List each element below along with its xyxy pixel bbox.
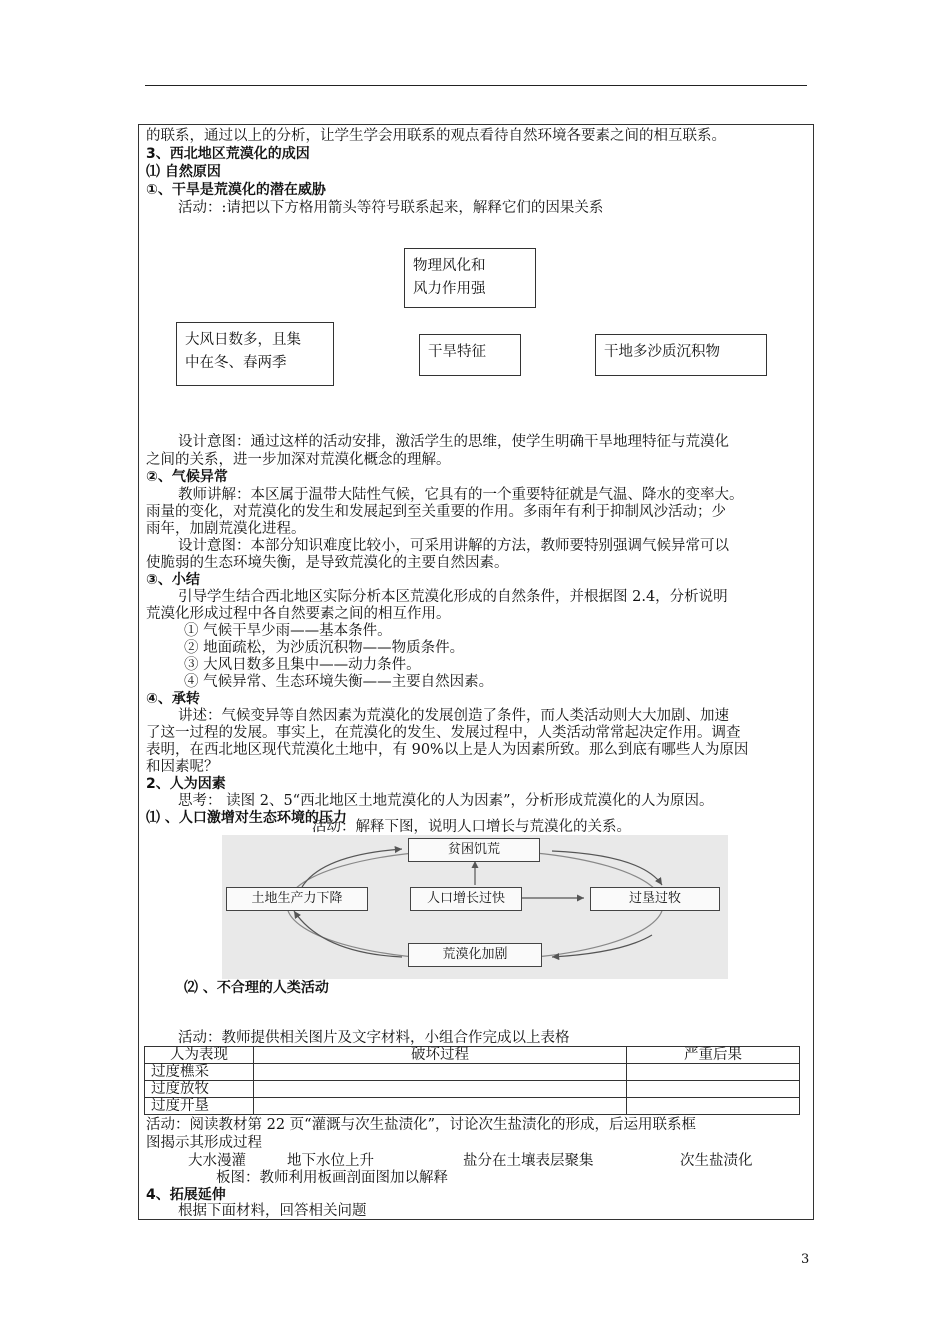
list-item: ① 气候干旱少雨——基本条件。 bbox=[184, 623, 392, 639]
list-item: ② 地面疏松，为沙质沉积物——物质条件。 bbox=[184, 640, 465, 656]
header-rule bbox=[145, 85, 807, 86]
page-number: 3 bbox=[801, 1252, 810, 1267]
table-cell[interactable] bbox=[627, 1098, 800, 1115]
text-line: 设计意图：本部分知识难度比较小，可采用讲解的方法，教师要特别强调气候异常可以 bbox=[178, 538, 729, 554]
text-line: 思考： 读图 2、5“西北地区土地荒漠化的人为因素”，分析形成荒漠化的人为原因。 bbox=[178, 793, 714, 809]
table-header: 人为表现 bbox=[145, 1047, 254, 1064]
text-line: 设计意图：通过这样的活动安排，激活学生的思维，使学生明确干旱地理特征与荒漠化 bbox=[178, 434, 729, 450]
text-line: 图揭示其形成过程 bbox=[146, 1135, 262, 1151]
text-line: 雨量的变化，对荒漠化的发生和发展起到至关重要的作用。多雨年有利于抑制风沙活动；少 bbox=[146, 504, 726, 520]
concept-box: 大风日数多，且集 中在冬、春两季 bbox=[176, 322, 334, 386]
table-cell[interactable] bbox=[627, 1064, 800, 1081]
table-header-row bbox=[145, 1047, 800, 1064]
table-header: 破坏过程 bbox=[254, 1047, 627, 1064]
text-line: 引导学生结合西北地区实际分析本区荒漠化形成的自然条件，并根据图 2.4，分析说明 bbox=[178, 589, 728, 605]
text-line: 荒漠化形成过程中各自然要素之间的相互作用。 bbox=[146, 606, 451, 622]
subsection-heading: ⑵ 、不合理的人类活动 bbox=[184, 980, 329, 996]
list-item: ③ 大风日数多且集中——动力条件。 bbox=[184, 657, 421, 673]
table-cell: 过度樵采 bbox=[145, 1064, 254, 1081]
process-step: 次生盐渍化 bbox=[680, 1153, 753, 1169]
table-cell: 过度放牧 bbox=[145, 1081, 254, 1098]
cycle-node-right: 过垦过牧 bbox=[590, 887, 720, 911]
concept-box: 干旱特征 bbox=[419, 334, 521, 376]
table-header: 严重后果 bbox=[627, 1047, 800, 1064]
subsection-heading: ③、小结 bbox=[146, 572, 200, 588]
text-line: 了这一过程的发展。事实上，在荒漠化的发生、发展过程中，人类活动常常起决定作用。调查 bbox=[146, 725, 741, 741]
cycle-diagram bbox=[222, 835, 728, 979]
text-line: 教师讲解：本区属于温带大陆性气候，它具有的一个重要特征就是气温、降水的变率大。 bbox=[178, 487, 744, 503]
table-row bbox=[145, 1081, 800, 1098]
table-cell[interactable] bbox=[627, 1081, 800, 1098]
process-step: 大水漫灌 bbox=[188, 1153, 246, 1169]
text-line: 讲述：气候变异等自然因素为荒漠化的发展创造了条件，而人类活动则大大加剧、加速 bbox=[178, 708, 729, 724]
table-cell[interactable] bbox=[254, 1064, 627, 1081]
cycle-node-center: 人口增长过快 bbox=[410, 887, 522, 911]
cycle-node-top: 贫困饥荒 bbox=[408, 838, 540, 862]
text-line: 根据下面材料，回答相关问题 bbox=[178, 1203, 367, 1219]
subsection-heading: ⑴ 自然原因 bbox=[146, 164, 221, 180]
concept-box: 物理风化和 风力作用强 bbox=[404, 248, 536, 308]
activity-text: 活动：教师提供相关图片及文字材料，小组合作完成以上表格 bbox=[178, 1030, 570, 1046]
table-cell[interactable] bbox=[254, 1098, 627, 1115]
activity-text: 活动：解释下图，说明人口增长与荒漠化的关系。 bbox=[312, 819, 631, 835]
text-line: 使脆弱的生态环境失衡，是导致荒漠化的主要自然因素。 bbox=[146, 555, 509, 571]
subsection-heading: ④、承转 bbox=[146, 691, 200, 707]
text-line: 雨年，加剧荒漠化进程。 bbox=[146, 521, 306, 537]
subsection-heading: ①、干旱是荒漠化的潜在威胁 bbox=[146, 182, 326, 198]
activity-text: 活动：:请把以下方格用箭头等符号联系起来，解释它们的因果关系 bbox=[178, 200, 604, 216]
table-row bbox=[145, 1098, 800, 1115]
section-heading: 2、人为因素 bbox=[146, 776, 226, 792]
table-cell[interactable] bbox=[254, 1081, 627, 1098]
text-line: 板图：教师利用板画剖面图加以解释 bbox=[216, 1170, 448, 1186]
cycle-node-left: 土地生产力下降 bbox=[226, 887, 368, 911]
section-heading: 4、拓展延伸 bbox=[146, 1187, 226, 1203]
process-step: 地下水位上升 bbox=[287, 1153, 374, 1169]
text-line: 的联系，通过以上的分析，让学生学会用联系的观点看待自然环境各要素之间的相互联系。 bbox=[146, 128, 726, 144]
activity-text: 活动：阅读教材第 22 页“灌溉与次生盐渍化”，讨论次生盐渍化的形成，后运用联系框 bbox=[146, 1117, 696, 1133]
text-line: 和因素呢？ bbox=[146, 759, 219, 775]
section-heading: 3、西北地区荒漠化的成因 bbox=[146, 146, 310, 162]
table-row bbox=[145, 1064, 800, 1081]
list-item: ④ 气候异常、生态环境失衡——主要自然因素。 bbox=[184, 674, 494, 690]
text-line: 之间的关系，进一步加深对荒漠化概念的理解。 bbox=[146, 452, 451, 468]
subsection-heading: ⑴ 、人口激增对生态环境的压力 bbox=[146, 810, 347, 826]
concept-box: 干地多沙质沉积物 bbox=[595, 334, 767, 376]
table-cell: 过度开垦 bbox=[145, 1098, 254, 1115]
cycle-node-bottom: 荒漠化加剧 bbox=[408, 943, 542, 967]
subsection-heading: ②、气候异常 bbox=[146, 469, 228, 485]
human-activity-table bbox=[144, 1046, 800, 1115]
process-step: 盐分在土壤表层聚集 bbox=[463, 1153, 594, 1169]
text-line: 表明，在西北地区现代荒漠化土地中，有 90%以上是人为因素所致。那么到底有哪些人为原因 bbox=[146, 742, 749, 758]
